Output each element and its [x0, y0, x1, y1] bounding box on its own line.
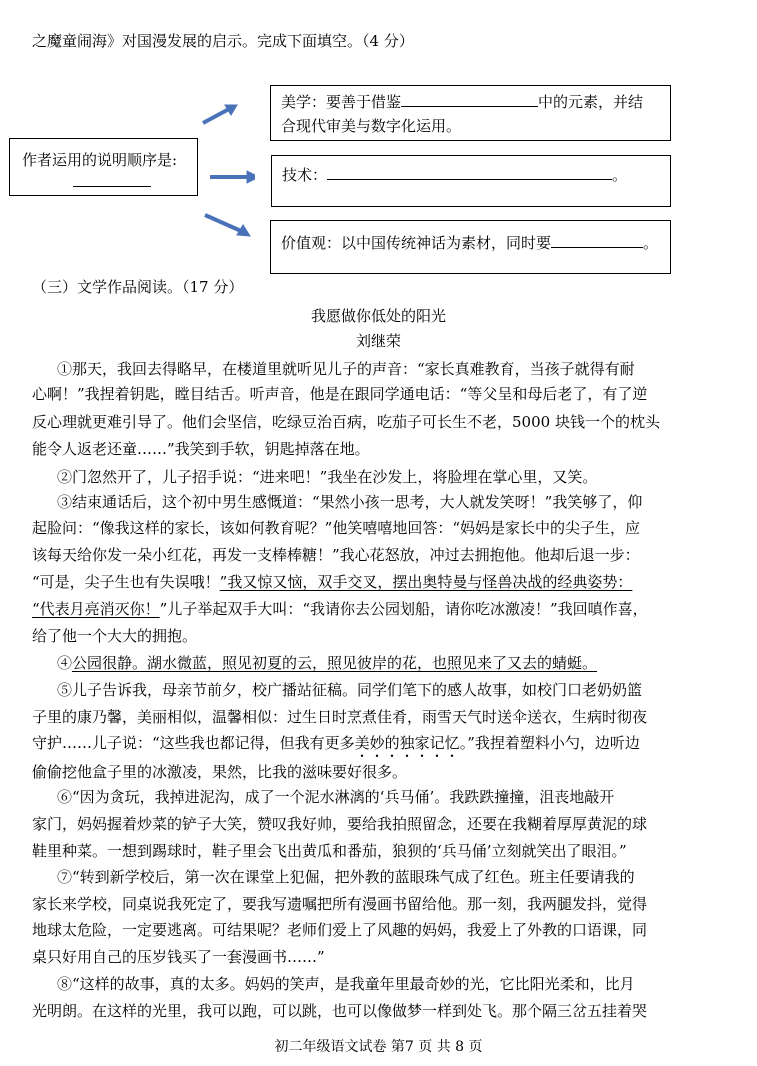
text-line: ①那天，我回去得略早，在楼道里就听见儿子的声音：“家长真难教育，当孩子就得有耐 — [57, 360, 635, 378]
technology-box — [271, 155, 671, 207]
text-span: 。”我捏着塑料小勺，边听边 — [459, 734, 640, 752]
explanation-order-box — [9, 138, 198, 196]
text-line: ③结束通话后，这个初中男生感慨道：“果然小孩一思考，大人就发笑呀！”我笑够了，仰 — [57, 493, 643, 511]
text-line: 该每天给你发一朵小红花，再发一支棒棒糖！”我心花怒放，冲过去拥抱他。他却后退一步： — [32, 546, 640, 564]
arrows-diagram — [195, 95, 255, 245]
page-footer: 初二年级语文试卷 第7 页 共 8 页 — [274, 1039, 483, 1055]
arrow-right-head — [247, 171, 255, 183]
text-line: ⑤儿子告诉我，母亲节前夕，校广播站征稿。同学们笔下的感人故事，如校门口老奶奶篮 — [57, 681, 643, 699]
article-author: 刘继荣 — [355, 332, 401, 350]
article-title: 我愿做你低处的阳光 — [310, 307, 446, 325]
text-line — [57, 652, 597, 673]
text-span: ”儿子举起双手大叫：“我请你去公园划船，请你吃冰激凌！”我回嗔作喜， — [159, 600, 648, 618]
technology-label: 技术： — [282, 166, 328, 184]
underlined-text: 公园很静。湖水微蓝，照见初夏的云，照见彼岸的花，也照见来了又去的蜻蜓。 — [72, 654, 598, 672]
text-line — [32, 732, 640, 761]
text-span: ④ — [57, 654, 73, 672]
text-span: 守护……儿子说：“这些我也都记得，但我有更多 — [32, 734, 355, 752]
question-intro: 之魔童闹海》对国漫发展的启示。完成下面填空。（4 分） — [32, 32, 414, 50]
values-blank[interactable] — [551, 233, 643, 248]
aesthetics-blank[interactable] — [401, 92, 538, 107]
arrow-down — [205, 215, 241, 231]
values-end: 。 — [643, 234, 659, 252]
text-line: 子里的康乃馨，美丽相似，温馨相似：过生日时烹煮佳肴，雨雪天气时送伞送衣，生病时彻夜 — [32, 708, 648, 726]
text-line: ②门忽然开了，儿子招手说：“进来吧！”我坐在沙发上，将脸埋在掌心里，又笑。 — [57, 468, 598, 486]
underlined-text: ”我又惊又恼，双手交叉，摆出奥特曼与怪兽决战的经典姿势： — [219, 573, 633, 591]
text-line: 家门，妈妈握着炒菜的铲子大笑，赞叹我好帅，要给我拍照留念，还要在我糊着厚厚黄泥的球 — [32, 815, 648, 833]
text-line: 地球太危险，一定要逃离。可结果呢？老师们爱上了风趣的妈妈，我爱上了外教的口语课，同 — [32, 921, 648, 939]
text-line: ⑥“因为贪玩，我掉进泥沟，成了一个泥水淋漓的‘兵马俑’。我跌跌撞撞，沮丧地敲开 — [57, 788, 615, 806]
emphasized-text: 美妙的独家记忆 — [354, 734, 460, 752]
text-line: 光明朗。在这样的光里，我可以跑，可以跳，也可以像做梦一样到处飞。那个隔三岔五挂着哭 — [32, 1002, 648, 1020]
aesthetics-text: 中的元素，并结 — [538, 93, 644, 111]
aesthetics-line2: 合现代审美与数字化运用。 — [281, 117, 462, 135]
explanation-order-label: 作者运用的说明顺序是: — [22, 151, 178, 169]
text-line: 偷偷挖他盒子里的冰激凌，果然，比我的滋味要好很多。 — [32, 763, 408, 781]
section-heading: （三）文学作品阅读。（17 分） — [32, 278, 244, 296]
technology-blank[interactable] — [327, 165, 612, 180]
text-line: 反心理就更难引导了。他们会坚信，吃绿豆治百病，吃茄子可长生不老，5000 块钱一个的枕头 — [32, 413, 660, 431]
text-line: 给了他一个大大的拥抱。 — [32, 627, 198, 645]
text-line: 能令人返老还童……”我笑到手软，钥匙掉落在地。 — [32, 440, 370, 458]
aesthetics-label: 美学：要善于借鉴 — [281, 93, 402, 111]
technology-end: 。 — [612, 166, 628, 184]
text-span: “可是，尖子生也有失误哦！ — [32, 573, 220, 591]
text-line: 起脸问：“像我这样的家长，该如何教育呢？”他笑嘻嘻地回答：“妈妈是家长中的尖子生，应 — [32, 519, 641, 537]
text-line: 心啊！”我捏着钥匙，瞠目结舌。听声音，他是在跟同学通电话：“等父呈和母后老了，有了逆 — [32, 385, 648, 403]
values-box — [270, 220, 671, 274]
explanation-order-blank[interactable] — [73, 170, 151, 187]
text-line: 鞋里种菜。一想到踢球时，鞋子里会飞出黄瓜和番茄，狼狈的‘兵马俑’立刻就笑出了眼泪。” — [32, 842, 627, 860]
values-label: 价值观：以中国传统神话为素材，同时要 — [281, 234, 552, 252]
text-line: ⑦“转到新学校后，第一次在课堂上犯倔，把外教的蓝眼珠气成了红色。班主任要请我的 — [57, 868, 635, 886]
text-line — [32, 598, 648, 619]
text-line: ⑧“这样的故事，真的太多。妈妈的笑声，是我童年里最奇妙的光，它比阳光柔和，比月 — [57, 975, 635, 993]
text-line: 家长来学校，同桌说我死定了，要我写遗嘱把所有漫画书留给他。那一刻，我两腿发抖，觉得 — [32, 895, 648, 913]
arrow-up — [203, 109, 229, 123]
aesthetics-box — [270, 85, 671, 141]
text-line: 桌只好用自己的压岁钱买了一套漫画书……” — [32, 948, 325, 966]
underlined-text: “代表月亮消灭你！ — [32, 600, 160, 618]
text-line — [32, 571, 632, 592]
